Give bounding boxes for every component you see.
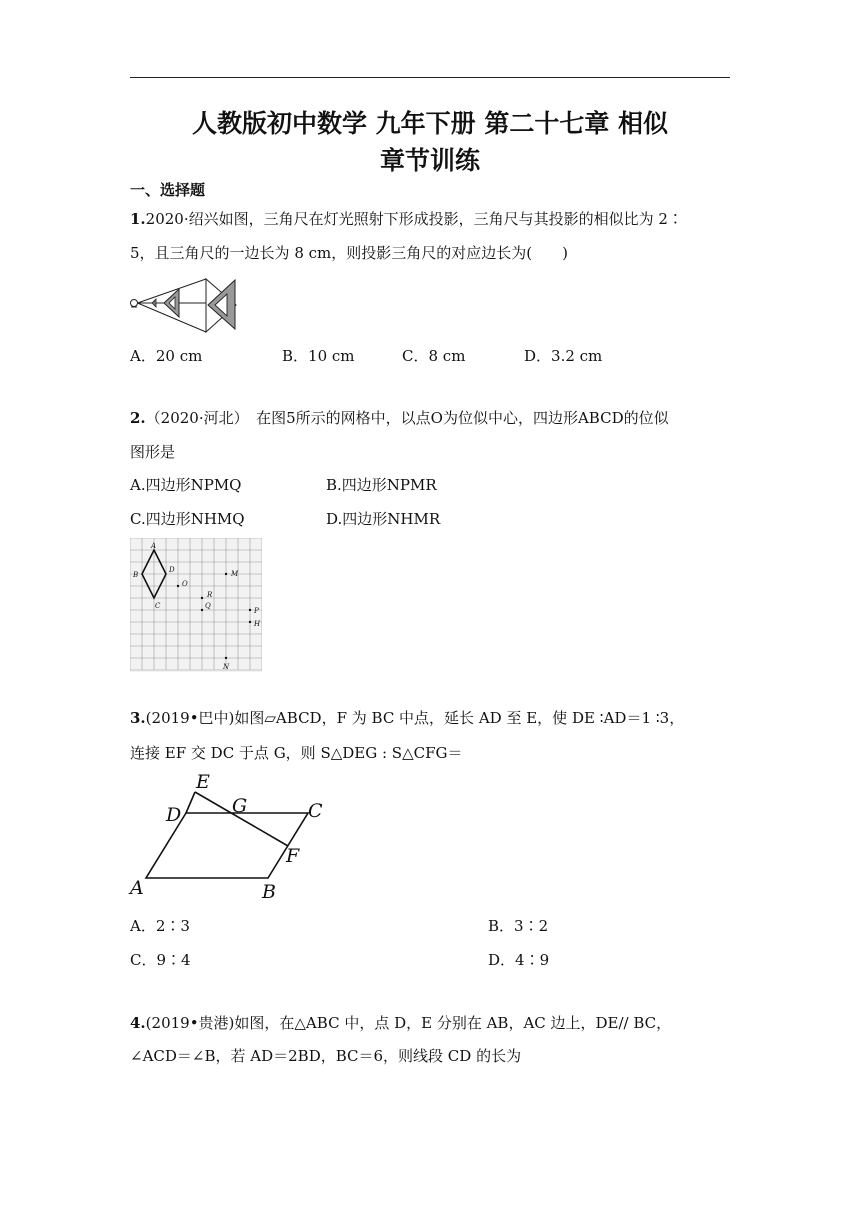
q2-option-b: B.四边形NPMR	[326, 476, 437, 494]
document-title: 人教版初中数学 九年下册 第二十七章 相似	[191, 109, 669, 138]
q2-label-r: R	[207, 591, 213, 599]
q1-small-marker	[152, 299, 156, 307]
q2-label-n: N	[223, 663, 230, 671]
q3-option-b: B．3∶2	[488, 917, 549, 935]
q2-option-c: C.四边形NHMQ	[130, 510, 245, 528]
q4-line1	[130, 1012, 671, 1033]
section-heading: 一、选择题	[130, 181, 206, 199]
q2-line2: 图形是	[130, 443, 176, 461]
q2-number: 2.	[130, 409, 146, 427]
q3-option-d: D．4∶9	[488, 951, 550, 969]
q3-number: 3.	[130, 709, 146, 727]
q3-option-a: A．2∶3	[130, 917, 190, 935]
q2-label-m: M	[231, 570, 239, 578]
q2-text1: （2020·河北） 在图5所示的网格中，以点O为位似中心，四边形ABCD的位似	[145, 409, 669, 427]
q2-line1	[130, 407, 669, 428]
q1-option-c: C．8 cm	[402, 347, 466, 365]
q1-number: 1.	[130, 210, 146, 228]
q1-text1: 2020·绍兴如图，三角尺在灯光照射下形成投影，三角尺与其投影的相似比为 2∶	[145, 210, 683, 228]
q2-label-d: D	[169, 566, 175, 574]
q3-label-d: D	[166, 804, 182, 826]
header-rule	[130, 77, 730, 78]
q2-label-q: Q	[205, 602, 211, 610]
q1-option-b: B．10 cm	[282, 347, 355, 365]
q1-line2: 5，且三角尺的一边长为 8 cm，则投影三角尺的对应边长为( )	[130, 244, 568, 262]
q1-option-d: D．3.2 cm	[524, 347, 603, 365]
q1-figure-projection	[128, 277, 250, 335]
q3-label-f: F	[286, 845, 300, 867]
q3-line1	[130, 707, 684, 728]
q3-label-a: A	[130, 877, 144, 899]
q2-label-p: P	[254, 607, 259, 615]
q1-line1	[130, 208, 683, 229]
q3-label-b: B	[262, 881, 276, 902]
document-subtitle: 章节训练	[379, 146, 480, 175]
q3-line2: 连接 EF 交 DC 于点 G，则 S△DEG : S△CFG＝	[130, 744, 463, 762]
q2-figure-grid	[130, 538, 262, 672]
q4-number: 4.	[130, 1014, 146, 1032]
q3-label-g: G	[232, 795, 248, 817]
q2-option-d: D.四边形NHMR	[326, 510, 441, 528]
q1-lamp-icon	[131, 300, 138, 307]
q1-option-a: A．20 cm	[130, 347, 203, 365]
q3-label-e: E	[196, 771, 210, 793]
q2-label-h: H	[254, 620, 261, 628]
q2-label-a: A	[151, 542, 157, 550]
q4-line2: ∠ACD＝∠B，若 AD＝2BD，BC＝6，则线段 CD 的长为	[130, 1047, 522, 1065]
q4-text1: (2019•贵港)如图，在△ABC 中，点 D，E 分别在 AB，AC 边上，DE// BC，	[145, 1014, 672, 1032]
q2-label-o: O	[182, 580, 188, 588]
q2-label-b: B	[133, 571, 139, 579]
q3-option-c: C．9∶4	[130, 951, 191, 969]
q3-figure-parallelogram	[128, 770, 338, 902]
q2-option-a: A.四边形NPMQ	[130, 476, 242, 494]
q2-label-c: C	[155, 602, 161, 610]
q3-label-c: C	[308, 800, 323, 822]
q3-text1: (2019•巴中)如图▱ABCD，F 为 BC 中点，延长 AD 至 E，使 DE ∶AD＝1 ∶3，	[145, 709, 685, 727]
